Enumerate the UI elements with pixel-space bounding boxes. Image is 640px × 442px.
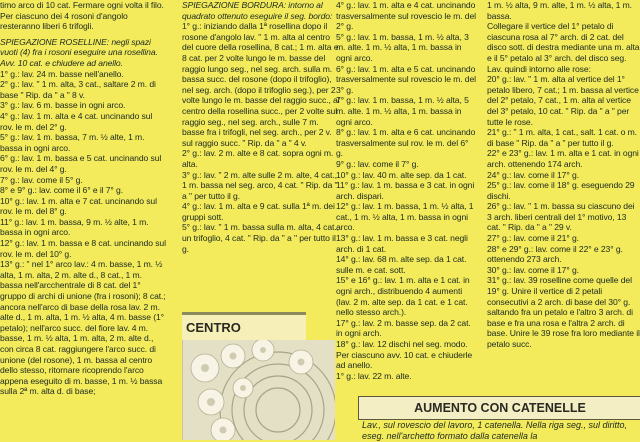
col4-row: 31° g.: lav. 39 roselline come quelle del 19° g. Unire il vertice di 2 petali consecutivi a 2 arch. di base del 30° g. saltando fra un petalo e l'altro 3 arch. di base e fra una rosa e l'altra 2 arch. di base. Unire le 39 rose fra loro mediante il petalo succ. xyxy=(487,275,640,349)
col4-row: 25° g.: lav. come il 18° g. eseguendo 29 dischi. xyxy=(487,180,635,201)
column-4 xyxy=(487,0,640,350)
col1-row: 10° g.: lav. 1 m. alta e 7 cat. uncinando sul rov. le m. del 8° g. xyxy=(0,195,157,217)
col4-row: 24° g.: lav. come il 17° g. xyxy=(487,169,579,180)
col1-row: 11° g.: lav. 1 m. bassa, 9 m. ½ alte, 1 m. bassa in ogni arco. xyxy=(0,216,149,238)
col3-row: 9° g.: lav. come il 7° g. xyxy=(336,158,419,169)
col2-row: 1° g.: iniziando dalla 1ª rosellina dopo il rosone d'angolo lav. " 1 m. alta al centro del cuore della rosellina, 8 cat.; 1 m. alta e 8 cat. per 2 volte lungo le m. basse del raggio lungo seg., nel seg. arch. sulla m. bassa succ. del rosone (dopo il trifoglio), nel seg. arch. (dopo il trifoglio seg.), per 2 volte lungo le m. basse del raggio succ., al centro della rosellina succ., per 2 volte sul raggio seg., nel seg. arch., sulle 7 m. basse fra i trifogli, nel seg. arch., per 2 v. sul raggio succ. " Rip. da " a " 4 v. xyxy=(182,21,340,148)
col3-row: 5° g.: lav. 1 m. bassa, 1 m. ½ alta, 3 m. alte. 1 m. ½ alta, 1 m. bassa in ogni arco. xyxy=(336,31,469,63)
col3-row: 12° g.: lav. 1 m. bassa, 1 m. ½ alta, 1 cat., 1 m. ½ alta, 1 m. bassa in ogni arco. xyxy=(336,201,474,233)
col3-row: 17° g.: lav. 2 m. basse sep. da 2 cat. in ogni arch. xyxy=(336,317,471,339)
lace-doily-image xyxy=(183,340,335,440)
col4-row: 20° g.: lav. " 1 m. alta al vertice del 1° petalo libero, 7 cat.; 1 m. bassa al vertice del 2° petalo, 7 cat., 1 m. alta al vertice del 3° petalo, 10 cat. " Rip. da " a " per tutte le rose. xyxy=(487,74,639,127)
col1-row: 7° g.: lav. come il 5° g. xyxy=(0,174,83,185)
column-3 xyxy=(336,0,476,381)
col3-row: 4° g.: lav. 1 m. alta e 4 cat. uncinando trasversalmente sul rovescio le m. del 2° g. xyxy=(336,0,476,32)
col1-row: 6° g.: lav. 1 m. bassa e 5 cat. uncinando sul rov. le m. del 4° g. xyxy=(0,153,162,174)
col1-top-line-1: timo arco di 10 cat. Fermare ogni volta il filo. xyxy=(0,0,164,10)
col1-top-line-2: Per ciascuno dei 4 rosoni d'angolo resteranno liberi 6 trifogli. xyxy=(0,10,128,32)
col3-row: 11° g.: lav. 1 m. bassa e 3 cat. in ogni arch. dispari. xyxy=(336,180,475,201)
column-1 xyxy=(0,0,166,397)
col2-row: 5° g.: lav. " 1 m. bassa sulla m. alta, 4 cat., un trifoglio, 4 cat. " Rip. da " a " per tutto il g. xyxy=(182,222,339,254)
col4-row: 27° g.: lav. come il 21° g. xyxy=(487,233,579,244)
col4-row: 28° e 29° g.: lav. come il 22° e 23° g. ottenendo 273 arch. xyxy=(487,243,623,265)
aumento-catenelle-heading: AUMENTO CON CATENELLE xyxy=(358,396,640,420)
col1-row: 3° g.: lav. 6 m. basse in ogni arco. xyxy=(0,100,126,111)
col1-row: 1° g.: lav. 24 m. basse nell'anello. xyxy=(0,68,124,79)
col3-row: 8° g.: lav. 1 m. alta e 6 cat. uncinando trasversalmente sul rov. le m. del 6° g. xyxy=(336,127,476,159)
crochet-photo xyxy=(182,340,335,440)
col3-row: 7° g.: lav. 1 m. bassa, 1 m. ½ alta, 5 m. alte. 1 m. ½ alta, 1 m. bassa in ogni arco. xyxy=(336,95,469,127)
col3-row: 18° g.: lav. 12 dischi nel seg. modo. Per ciascuno avv. 10 cat. e chiuderle ad anello. xyxy=(336,339,473,371)
col1-row: 12° g.: lav. 1 m. bassa e 8 cat. uncinando sul rov. le m. del 10° g. xyxy=(0,238,166,259)
col4-row: 30° g.: lav. come il 17° g. xyxy=(487,264,579,275)
col1-row: 4° g.: lav. 1 m. alta e 4 cat. uncinando sul rov. le m. del 2° g. xyxy=(0,110,153,132)
col4-row: 22° e 23° g.: lav. 1 m. alta e 1 cat. in ogni arch. ottenendo 174 arch. xyxy=(487,148,639,169)
col3-row: 13° g.: lav. 1 m. bassa e 3 cat. negli arch. di 1 cat. xyxy=(336,233,468,254)
col3-row: 1° g.: lav. 22 m. alte. xyxy=(336,370,412,381)
col2-row: 3° g.: lav. " 2 m. alte sulle 2 m. alte, 4 cat., 1 m. bassa nel seg. arco, 4 cat. " Rip. da " a " per tutto il g. xyxy=(182,169,338,201)
centro-rotondo-heading: CENTRO xyxy=(182,312,306,342)
col3-row: 10° g.: lav. 40 m. alte sep. da 1 cat. xyxy=(336,169,467,180)
roselline-heading: SPIEGAZIONE ROSELLINE: negli spazi vuoti (4) fra i rosoni eseguire una rosellina. Avv. 10 cat. e chiudere ad anello. xyxy=(0,36,158,68)
col3-row: 15° e 16° g.: lav. 1 m. alta e 1 cat. in ogni arch., distribuendo 4 aumenti (lav. 2 m. alte sep. da 1 cat. e 1 cat. nello stesso arch.). xyxy=(336,275,470,318)
column-2 xyxy=(182,0,342,254)
bordura-heading: SPIEGAZIONE BORDURA: intorno al quadrato ottenuto eseguire il seg. bordo: xyxy=(182,0,333,21)
col1-row: 13° g.: " nel 1° arco lav.: 4 m. basse, 1 m. ½ alta, 1 m. alta, 2 m. alte d., 8 cat., 1 m. bassa nell'arcchentrale di 8 cat. del 1° gruppo di archi di unione (fra i rosoni); 8 cat.; ancora nell'arco di base della rosa lav. 2 m. alte d., 1 m. alta, 1 m. ½ alta, 4 m. basse (1° petalo); nell'arco succ. del fiore lav. 4 m. basse, 1 m. ½ alta, 1 m. alta, 2 m. alte d., con circa 8 cat. raggiungere l'arco succ. di unione (del rosone), 1 m. bassa al centro dello stesso, ritornare ricoprendo l'arco appena eseguito di m. basse, 1 m. ½ bassa sulla 2ª m. alta d. di base; xyxy=(0,259,166,397)
col3-row: 6° g.: lav. 1 m. alta e 5 cat. uncinando trasversalmente sul rovescio le m. del 3° g. xyxy=(336,63,476,95)
col1-row: 5° g.: lav. 1 m. bassa, 7 m. ½ alte, 1 m. bassa in ogni arco. xyxy=(0,132,145,153)
col3-row: 14° g.: lav. 68 m. alte sep. da 1 cat. sulle m. e cat. sott. xyxy=(336,254,467,275)
col4-row: 26° g.: lav. " 1 m. bassa su ciascuno dei 3 arch. liberi centrali del 1° motivo, 13 cat. " Rip. da " a " 29 v. xyxy=(487,201,635,233)
aumento-catenelle-text: Lav., sul rovescio del lavoro, 1 catenella. Nella riga seg., sul diritto, eseg. nell'archetto formato dalla catenella la xyxy=(362,420,627,441)
col4-row: Collegare il vertice del 1° petalo di ciascuna rosa al 7° arch. di 2 cat. del disco sott. di destra mediante una m. alta e il 5° petalo al 3° arch. del disco seg. Lav. quindi intorno alle rose: xyxy=(487,21,640,74)
col4-row: 21° g.: " 1 m. alta, 1 cat., salt. 1 cat. o m. di base " Rip. da " a " per tutto il g. xyxy=(487,127,637,148)
col1-row: 8° e 9° g.: lav. come il 6° e il 7° g. xyxy=(0,185,123,196)
col2-row: 4° g.: lav. 1 m. alta e 9 cat. sulla 1ª m. dei gruppi sott. xyxy=(182,201,335,222)
col4-row: 1 m. ½ alta, 9 m. alte, 1 m. ½ alta, 1 m. bassa. xyxy=(487,0,632,21)
col2-row: 2° g.: lav. 2 m. alte e 8 cat. sopra ogni m. alta. xyxy=(182,148,334,169)
col1-row: 2° g.: lav. " 1 m. alta, 3 cat., saltare 2 m. di base " Rip. da " a " 8 v. xyxy=(0,79,156,100)
